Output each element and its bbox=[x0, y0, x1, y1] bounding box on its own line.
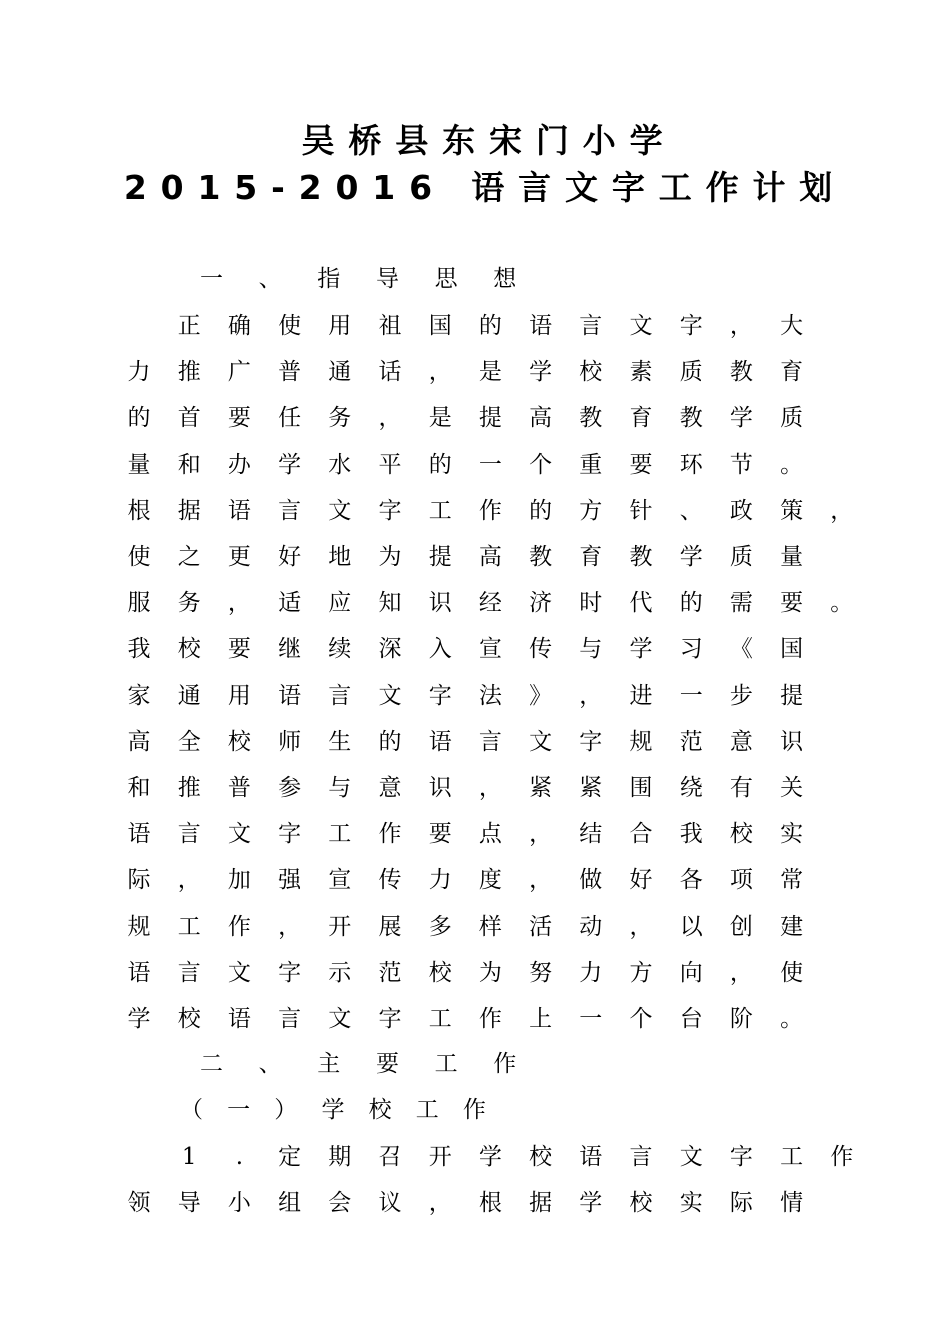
section-heading-main-work: 二、主要工作 bbox=[200, 1051, 552, 1077]
section-heading-guiding-ideology: 一、指导思想 bbox=[200, 266, 552, 292]
document-title-line2: 2015-2016 语言文字工作计划 bbox=[123, 168, 847, 207]
document-title-line1: 吴桥县东宋门小学 bbox=[301, 121, 677, 160]
subsection-heading-school-work: （一）学校工作 bbox=[180, 1097, 511, 1123]
